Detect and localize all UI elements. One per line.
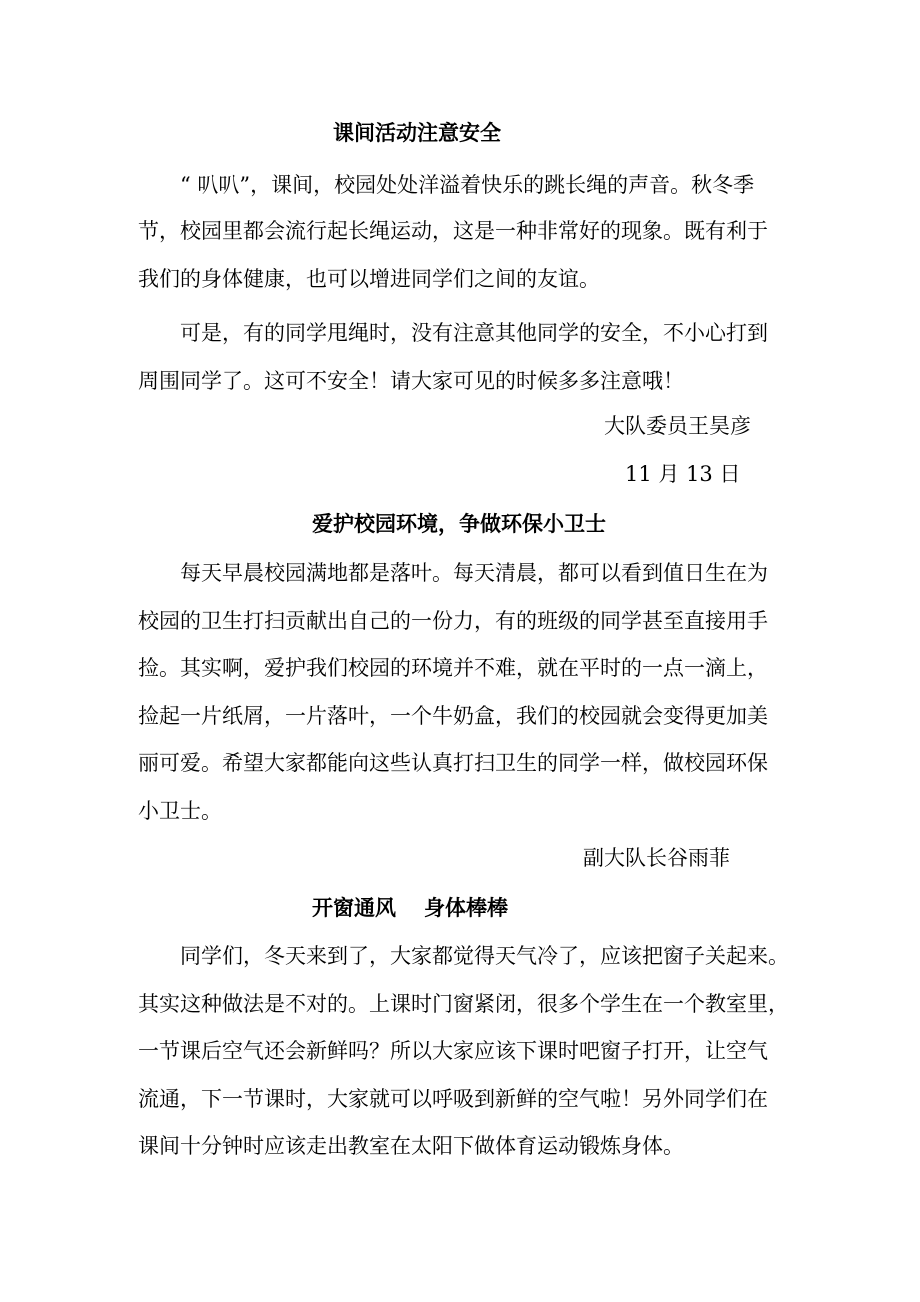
section-title: 课间活动注意安全: [333, 121, 501, 145]
section-title: 爱护校园环境，争做环保小卫士: [312, 512, 606, 536]
paragraph-line: 校园的卫生打扫贡献出自己的一份力，有的班级的同学甚至直接用手: [138, 609, 768, 633]
paragraph-line: 周围同学了。这可不安全！请大家可见的时候多多注意哦！: [138, 369, 684, 393]
paragraph-line: 可是，有的同学甩绳时，没有注意其他同学的安全，不小心打到: [180, 321, 768, 345]
paragraph-line: 丽可爱。希望大家都能向这些认真打扫卫生的同学一样，做校园环保: [138, 751, 768, 775]
paragraph-line: 流通，下一节课时，大家就可以呼吸到新鲜的空气啦！另外同学们在: [138, 1087, 768, 1111]
section-title-part: 开窗通风: [312, 896, 396, 920]
paragraph-line: 每天早晨校园满地都是落叶。每天清晨，都可以看到值日生在为: [180, 561, 768, 585]
section-title: [312, 894, 508, 922]
paragraph-line: 课间十分钟时应该走出教室在太阳下做体育运动锻炼身体。: [138, 1134, 684, 1158]
paragraph-line: 捡。其实啊，爱护我们校园的环境并不难，就在平时的一点一滴上，: [138, 656, 768, 680]
date: 11 月 13 日: [625, 462, 741, 486]
paragraph-line: 其实这种做法是不对的。上课时门窗紧闭，很多个学生在一个教室里，: [138, 992, 789, 1016]
paragraph-line: 同学们，冬天来到了，大家都觉得天气冷了，应该把窗子关起来。: [180, 944, 789, 968]
signature: 副大队长谷雨菲: [583, 846, 730, 870]
paragraph-line: 小卫士。: [138, 799, 222, 823]
paragraph-line: 捡起一片纸屑，一片落叶，一个牛奶盒，我们的校园就会变得更加美: [138, 704, 768, 728]
section-title-part: 身体棒棒: [424, 896, 508, 920]
paragraph-line: “ 叭叭”，课间，校园处处洋溢着快乐的跳长绳的声音。秋冬季: [180, 173, 755, 197]
paragraph-line: 节，校园里都会流行起长绳运动，这是一种非常好的现象。既有利于: [138, 219, 768, 243]
signature: 大队委员王昊彦: [604, 414, 751, 438]
paragraph-line: 我们的身体健康，也可以增进同学们之间的友谊。: [138, 267, 600, 291]
paragraph-line: 一节课后空气还会新鲜吗？所以大家应该下课时吧窗子打开，让空气: [138, 1039, 768, 1063]
